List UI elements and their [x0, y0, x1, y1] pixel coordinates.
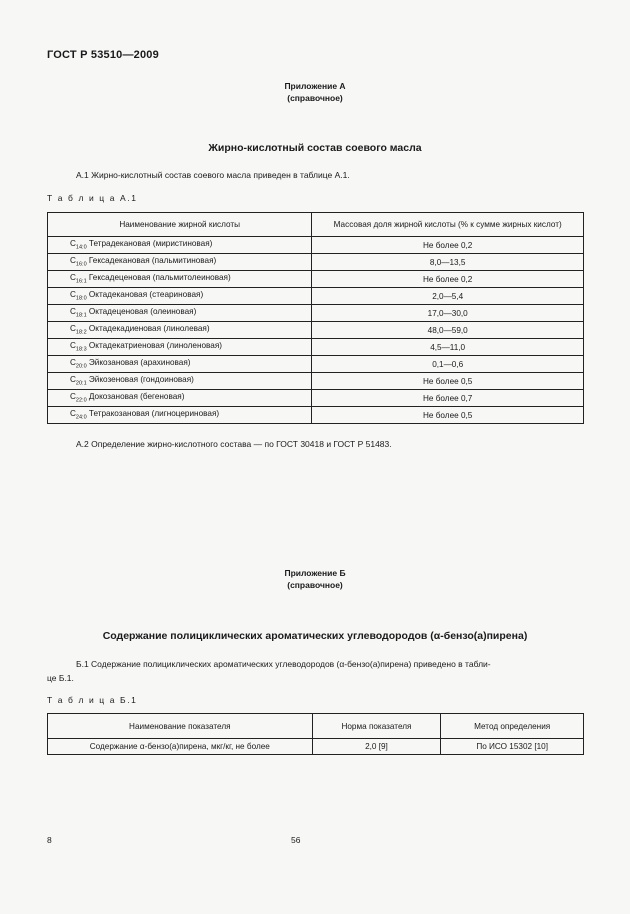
page-number-left: 8	[47, 835, 52, 845]
acid-name: Октадекадиеновая (линолевая)	[88, 324, 210, 334]
table-row	[48, 288, 584, 305]
appendix-b-subtitle: (справочное)	[287, 580, 343, 590]
acid-code-subscript: 18:0	[75, 295, 87, 302]
acid-value-cell: 48,0—59,0	[312, 322, 584, 339]
acid-value-cell: 2,0—5,4	[312, 288, 584, 305]
acid-value-cell: Не более 0,2	[312, 271, 584, 288]
acid-name: Гексадекановая (пальмитиновая)	[88, 256, 217, 266]
appendix-b-intro-line2: це Б.1.	[47, 673, 74, 683]
table-b1-header-name: Наименование показателя	[48, 714, 313, 739]
acid-code-subscript: 18:2	[75, 329, 87, 336]
acid-code-subscript: 16:0	[75, 261, 87, 268]
acid-name-cell	[48, 373, 312, 390]
acid-code: C	[70, 341, 76, 351]
table-row	[48, 271, 584, 288]
acid-name: Гексадеценовая (пальмитолеиновая)	[88, 273, 231, 283]
acid-name-cell	[48, 254, 312, 271]
table-row	[48, 739, 584, 755]
table-row	[48, 407, 584, 424]
appendix-b-title: Приложение Б	[284, 568, 346, 578]
table-row	[48, 305, 584, 322]
acid-code-subscript: 14:0	[75, 244, 87, 251]
acid-code: C	[70, 375, 76, 385]
acid-name-cell	[48, 356, 312, 373]
table-a1-caption: Т а б л и ц а А.1	[47, 193, 138, 203]
acid-name: Октадекановая (стеариновая)	[88, 290, 204, 300]
acid-value-cell: Не более 0,7	[312, 390, 584, 407]
acid-code: C	[70, 358, 76, 368]
acid-value-cell: Не более 0,2	[312, 237, 584, 254]
table-row	[48, 356, 584, 373]
acid-code-subscript: 18:3	[75, 346, 87, 353]
table-a1-header-name: Наименование жирной кислоты	[48, 213, 312, 237]
appendix-a-subtitle: (справочное)	[287, 93, 343, 103]
acid-name: Октадекатриеновая (линоленовая)	[88, 341, 223, 351]
acid-code: C	[70, 256, 76, 266]
acid-code: C	[70, 392, 76, 402]
acid-name: Докозановая (бегеновая)	[88, 392, 185, 402]
table-row	[48, 254, 584, 271]
table-b1-cell-norm: 2,0 [9]	[312, 739, 441, 755]
acid-value-cell: Не более 0,5	[312, 373, 584, 390]
acid-code-subscript: 18:1	[75, 312, 87, 319]
acid-name: Тетракозановая (лигноцериновая)	[88, 409, 220, 419]
table-row	[48, 373, 584, 390]
acid-name-cell	[48, 390, 312, 407]
acid-name-cell	[48, 237, 312, 254]
acid-name-cell	[48, 407, 312, 424]
table-b1-header-method: Метод определения	[441, 714, 584, 739]
acid-code: C	[70, 409, 76, 419]
acid-code-subscript: 22:0	[75, 397, 87, 404]
table-row	[48, 322, 584, 339]
acid-name-cell	[48, 322, 312, 339]
table-b1-header-norm: Норма показателя	[312, 714, 441, 739]
acid-code: C	[70, 239, 76, 249]
acid-name-cell	[48, 271, 312, 288]
appendix-a-title: Приложение А	[284, 81, 346, 91]
acid-name: Эйкозеновая (гондоиновая)	[88, 375, 194, 385]
acid-code: C	[70, 324, 76, 334]
acid-code-subscript: 20:0	[75, 363, 87, 370]
acid-code-subscript: 16:1	[75, 278, 87, 285]
table-b1-cell-name: Содержание α-бензо(а)пирена, мкг/кг, не более	[48, 739, 313, 755]
acid-code-subscript: 24:0	[75, 414, 87, 421]
appendix-b-heading: Содержание полициклических ароматических углеводородов (α-бензо(а)пирена)	[102, 630, 528, 642]
acid-code-subscript: 20:1	[75, 380, 87, 387]
page-number-center: 56	[291, 835, 301, 845]
table-b1-caption: Т а б л и ц а Б.1	[47, 695, 138, 705]
table-b1-cell-method: По ИСО 15302 [10]	[441, 739, 584, 755]
acid-name-cell	[48, 339, 312, 356]
appendix-a-heading: Жирно-кислотный состав соевого масла	[208, 142, 422, 154]
acid-code: C	[70, 307, 76, 317]
acid-value-cell: Не более 0,5	[312, 407, 584, 424]
table-row	[48, 237, 584, 254]
table-row	[48, 390, 584, 407]
table-b1	[47, 713, 584, 755]
appendix-b-intro-line1: Б.1 Содержание полициклических ароматических углеводородов (α-бензо(а)пирена) приведено в табли-	[76, 659, 491, 669]
acid-value-cell: 17,0—30,0	[312, 305, 584, 322]
acid-value-cell: 4,5—11,0	[312, 339, 584, 356]
acid-name-cell	[48, 305, 312, 322]
acid-name-cell	[48, 288, 312, 305]
acid-name: Октадеценовая (олеиновая)	[88, 307, 197, 317]
table-a1-header-value: Массовая доля жирной кислоты (% к сумме жирных кислот)	[312, 213, 584, 237]
acid-value-cell: 8,0—13,5	[312, 254, 584, 271]
acid-code: C	[70, 273, 76, 283]
acid-value-cell: 0,1—0,6	[312, 356, 584, 373]
appendix-a-intro: А.1 Жирно-кислотный состав соевого масла приведен в таблице А.1.	[76, 170, 350, 180]
table-a1	[47, 212, 584, 424]
table-row	[48, 339, 584, 356]
document-id: ГОСТ Р 53510—2009	[47, 49, 159, 61]
appendix-a-note: А.2 Определение жирно-кислотного состава — по ГОСТ 30418 и ГОСТ Р 51483.	[76, 439, 392, 449]
acid-name: Тетрадекановая (миристиновая)	[88, 239, 213, 249]
acid-name: Эйкозановая (арахиновая)	[88, 358, 191, 368]
acid-code: C	[70, 290, 76, 300]
